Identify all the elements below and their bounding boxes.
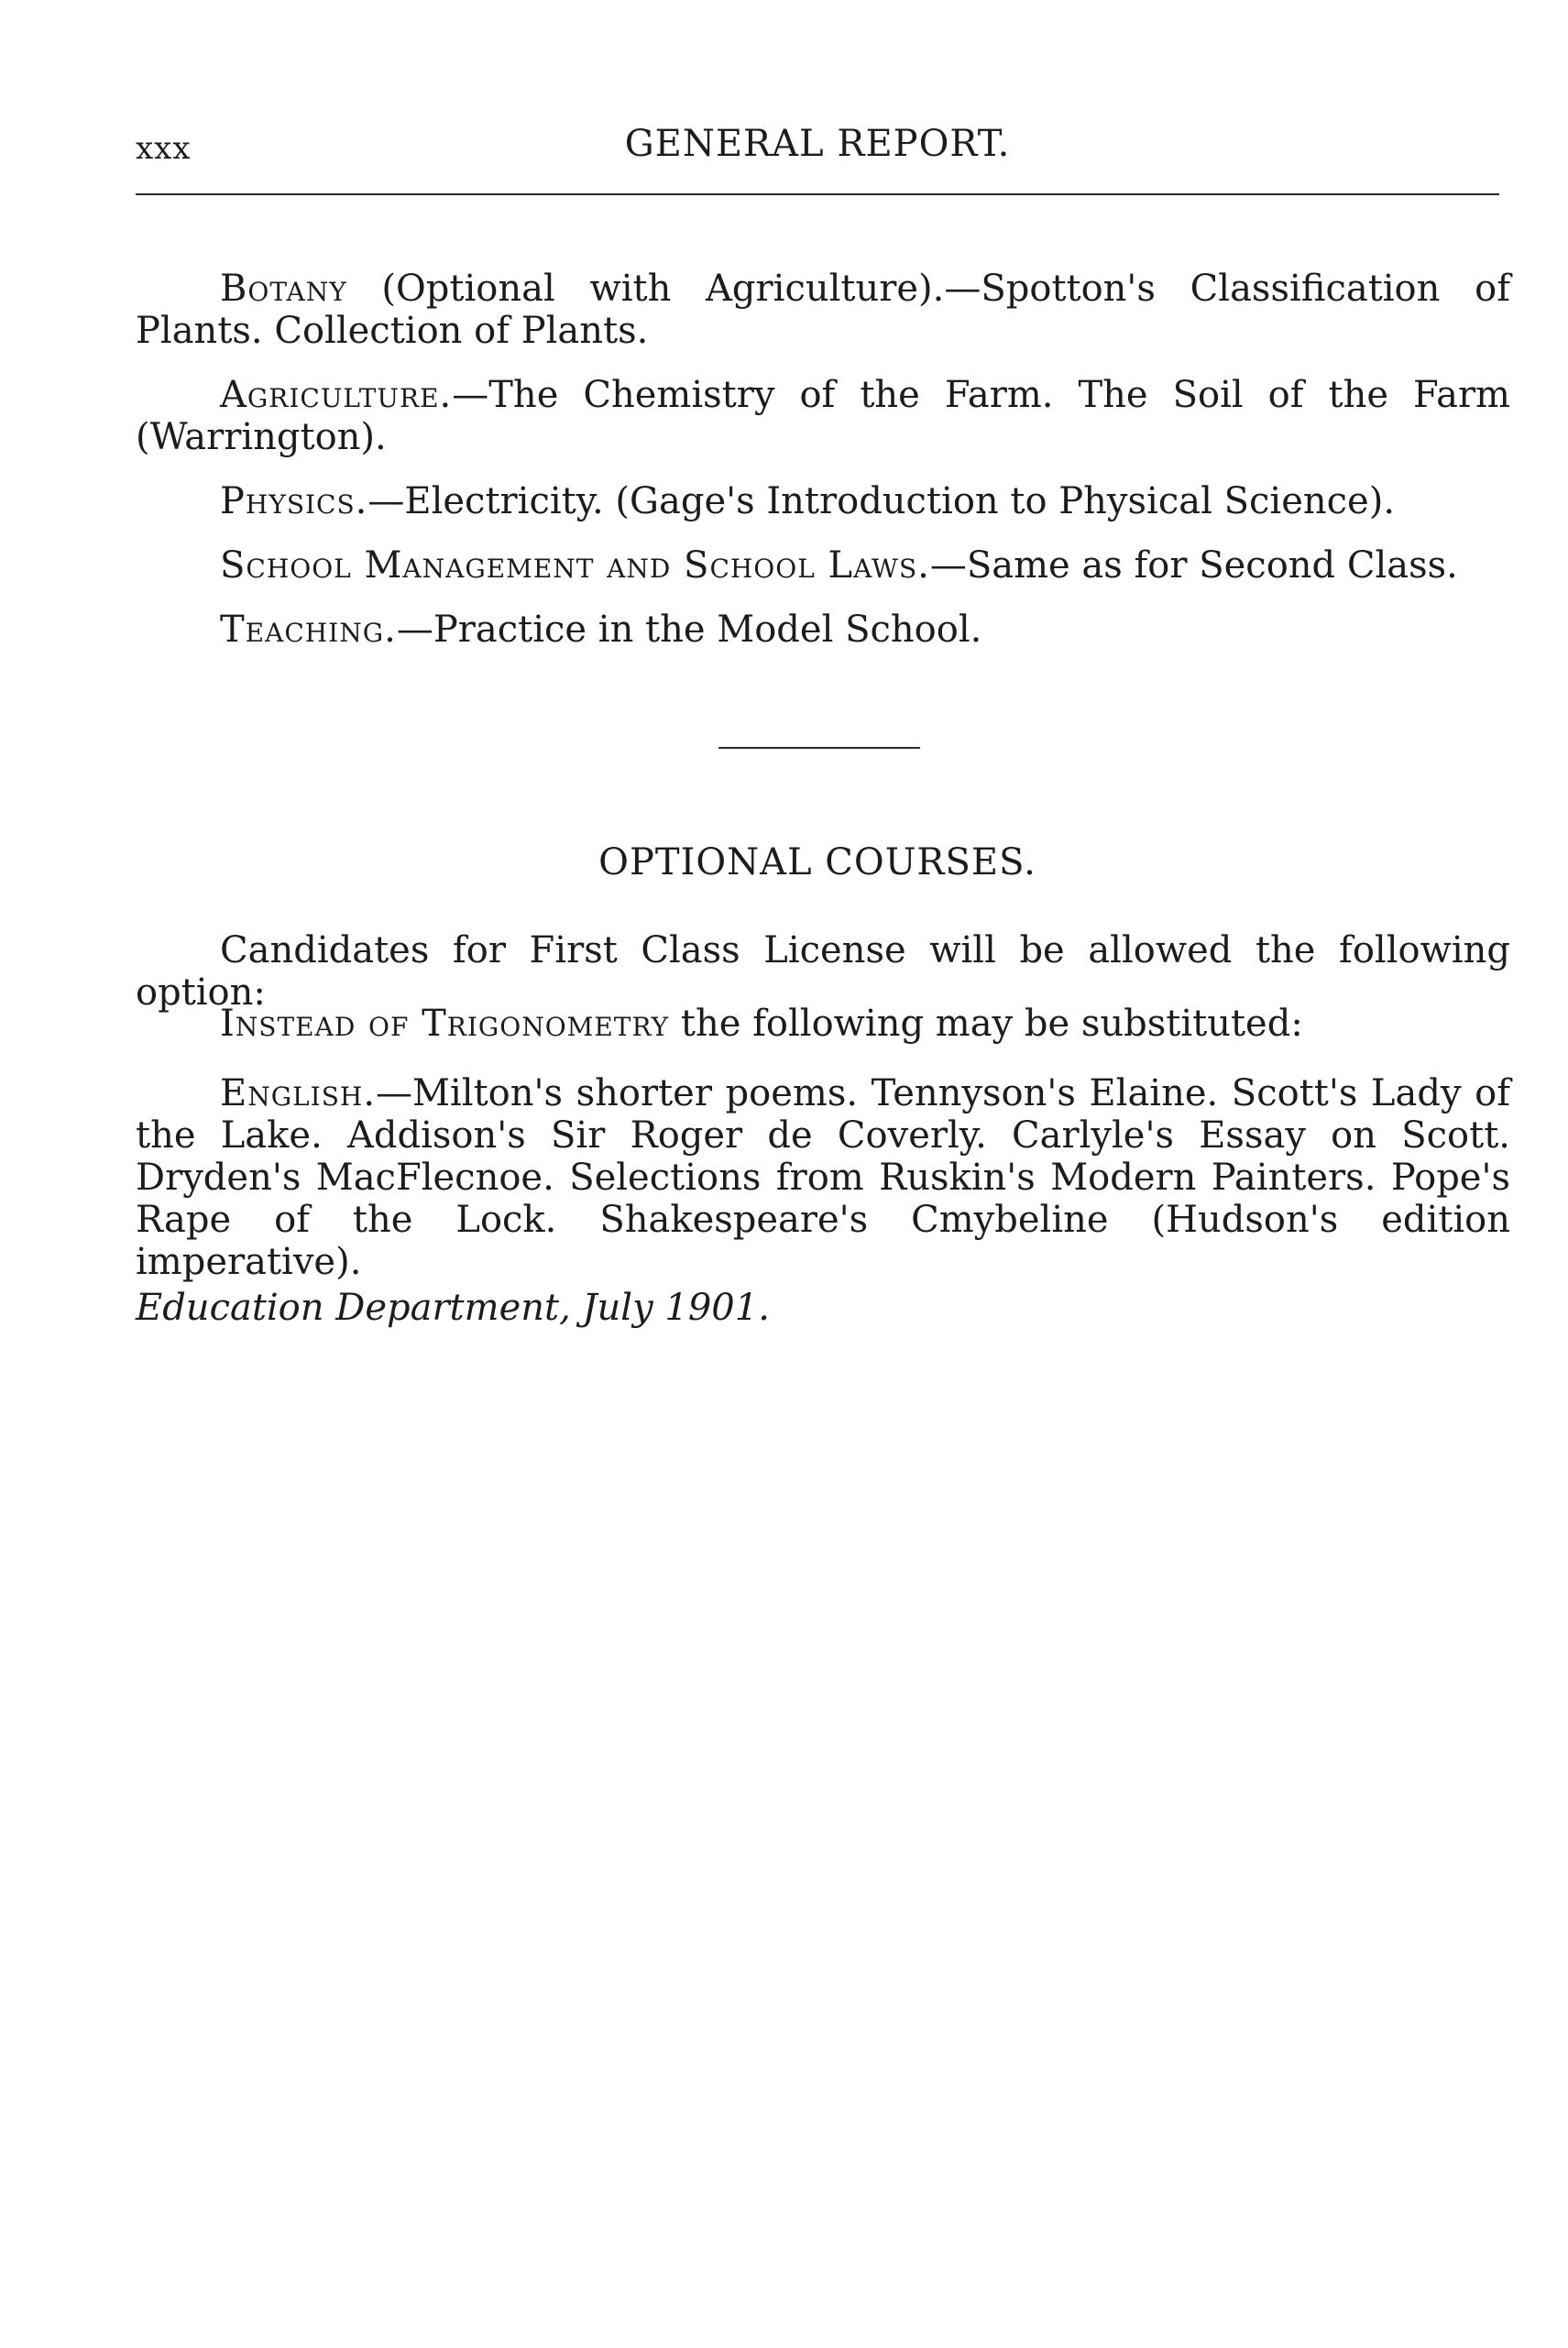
text-english: —Milton's shorter poems. Tennyson's Elaine. Scott's Lady of the Lake. Addison's Sir Roger de Coverly. Carlyle's Essay on Scott. Dryden's MacFlecnoe. Selections from Ruskin's Modern Painters. Pope's Rape of the Lock. Shakespeare's Cmybeline (Hudson's edition imperative). (136, 1072, 1510, 1283)
text-school-management: —Same as for Second Class. (929, 544, 1458, 587)
page-number: xxx (136, 130, 192, 167)
section-divider (718, 747, 920, 749)
header-rule (136, 193, 1499, 195)
page-header (136, 123, 1499, 178)
heading-instead: Instead of Trigonometry (220, 1003, 670, 1045)
paragraph-agriculture (136, 374, 1510, 458)
heading-english: English. (220, 1072, 377, 1114)
paragraph-physics (136, 480, 1510, 522)
paragraph-teaching (136, 609, 1510, 651)
text-agriculture: —The Chemistry of the Farm. The Soil of the Farm (Warrington). (136, 374, 1510, 458)
signoff: Education Department, July 1901. (136, 1287, 770, 1329)
text-physics: —Electricity. (Gage's Introduction to Physical Science). (367, 480, 1396, 522)
text-candidates: Candidates for First Class License will be allowed the following option: (136, 929, 1510, 1014)
text-instead: the following may be substituted: (669, 1003, 1303, 1045)
paragraph-candidates (136, 929, 1510, 1014)
paragraph-instead (136, 1003, 1510, 1045)
heading-botany: Botany (220, 268, 347, 310)
heading-teaching: Teaching. (220, 609, 397, 651)
heading-school-management: School Management and School Laws. (220, 544, 930, 587)
paragraph-school-management (136, 544, 1510, 587)
running-head: GENERAL REPORT. (624, 123, 1011, 165)
heading-physics: Physics. (220, 480, 368, 522)
section-title: OPTIONAL COURSES. (598, 841, 1036, 883)
text-teaching: —Practice in the Model School. (396, 609, 982, 651)
text-botany: (Optional with Agriculture).—Spotton's Classification of Plants. Collection of Plants. (136, 268, 1510, 352)
paragraph-botany (136, 268, 1510, 352)
heading-agriculture: Agriculture. (220, 374, 453, 416)
paragraph-english (136, 1072, 1510, 1283)
